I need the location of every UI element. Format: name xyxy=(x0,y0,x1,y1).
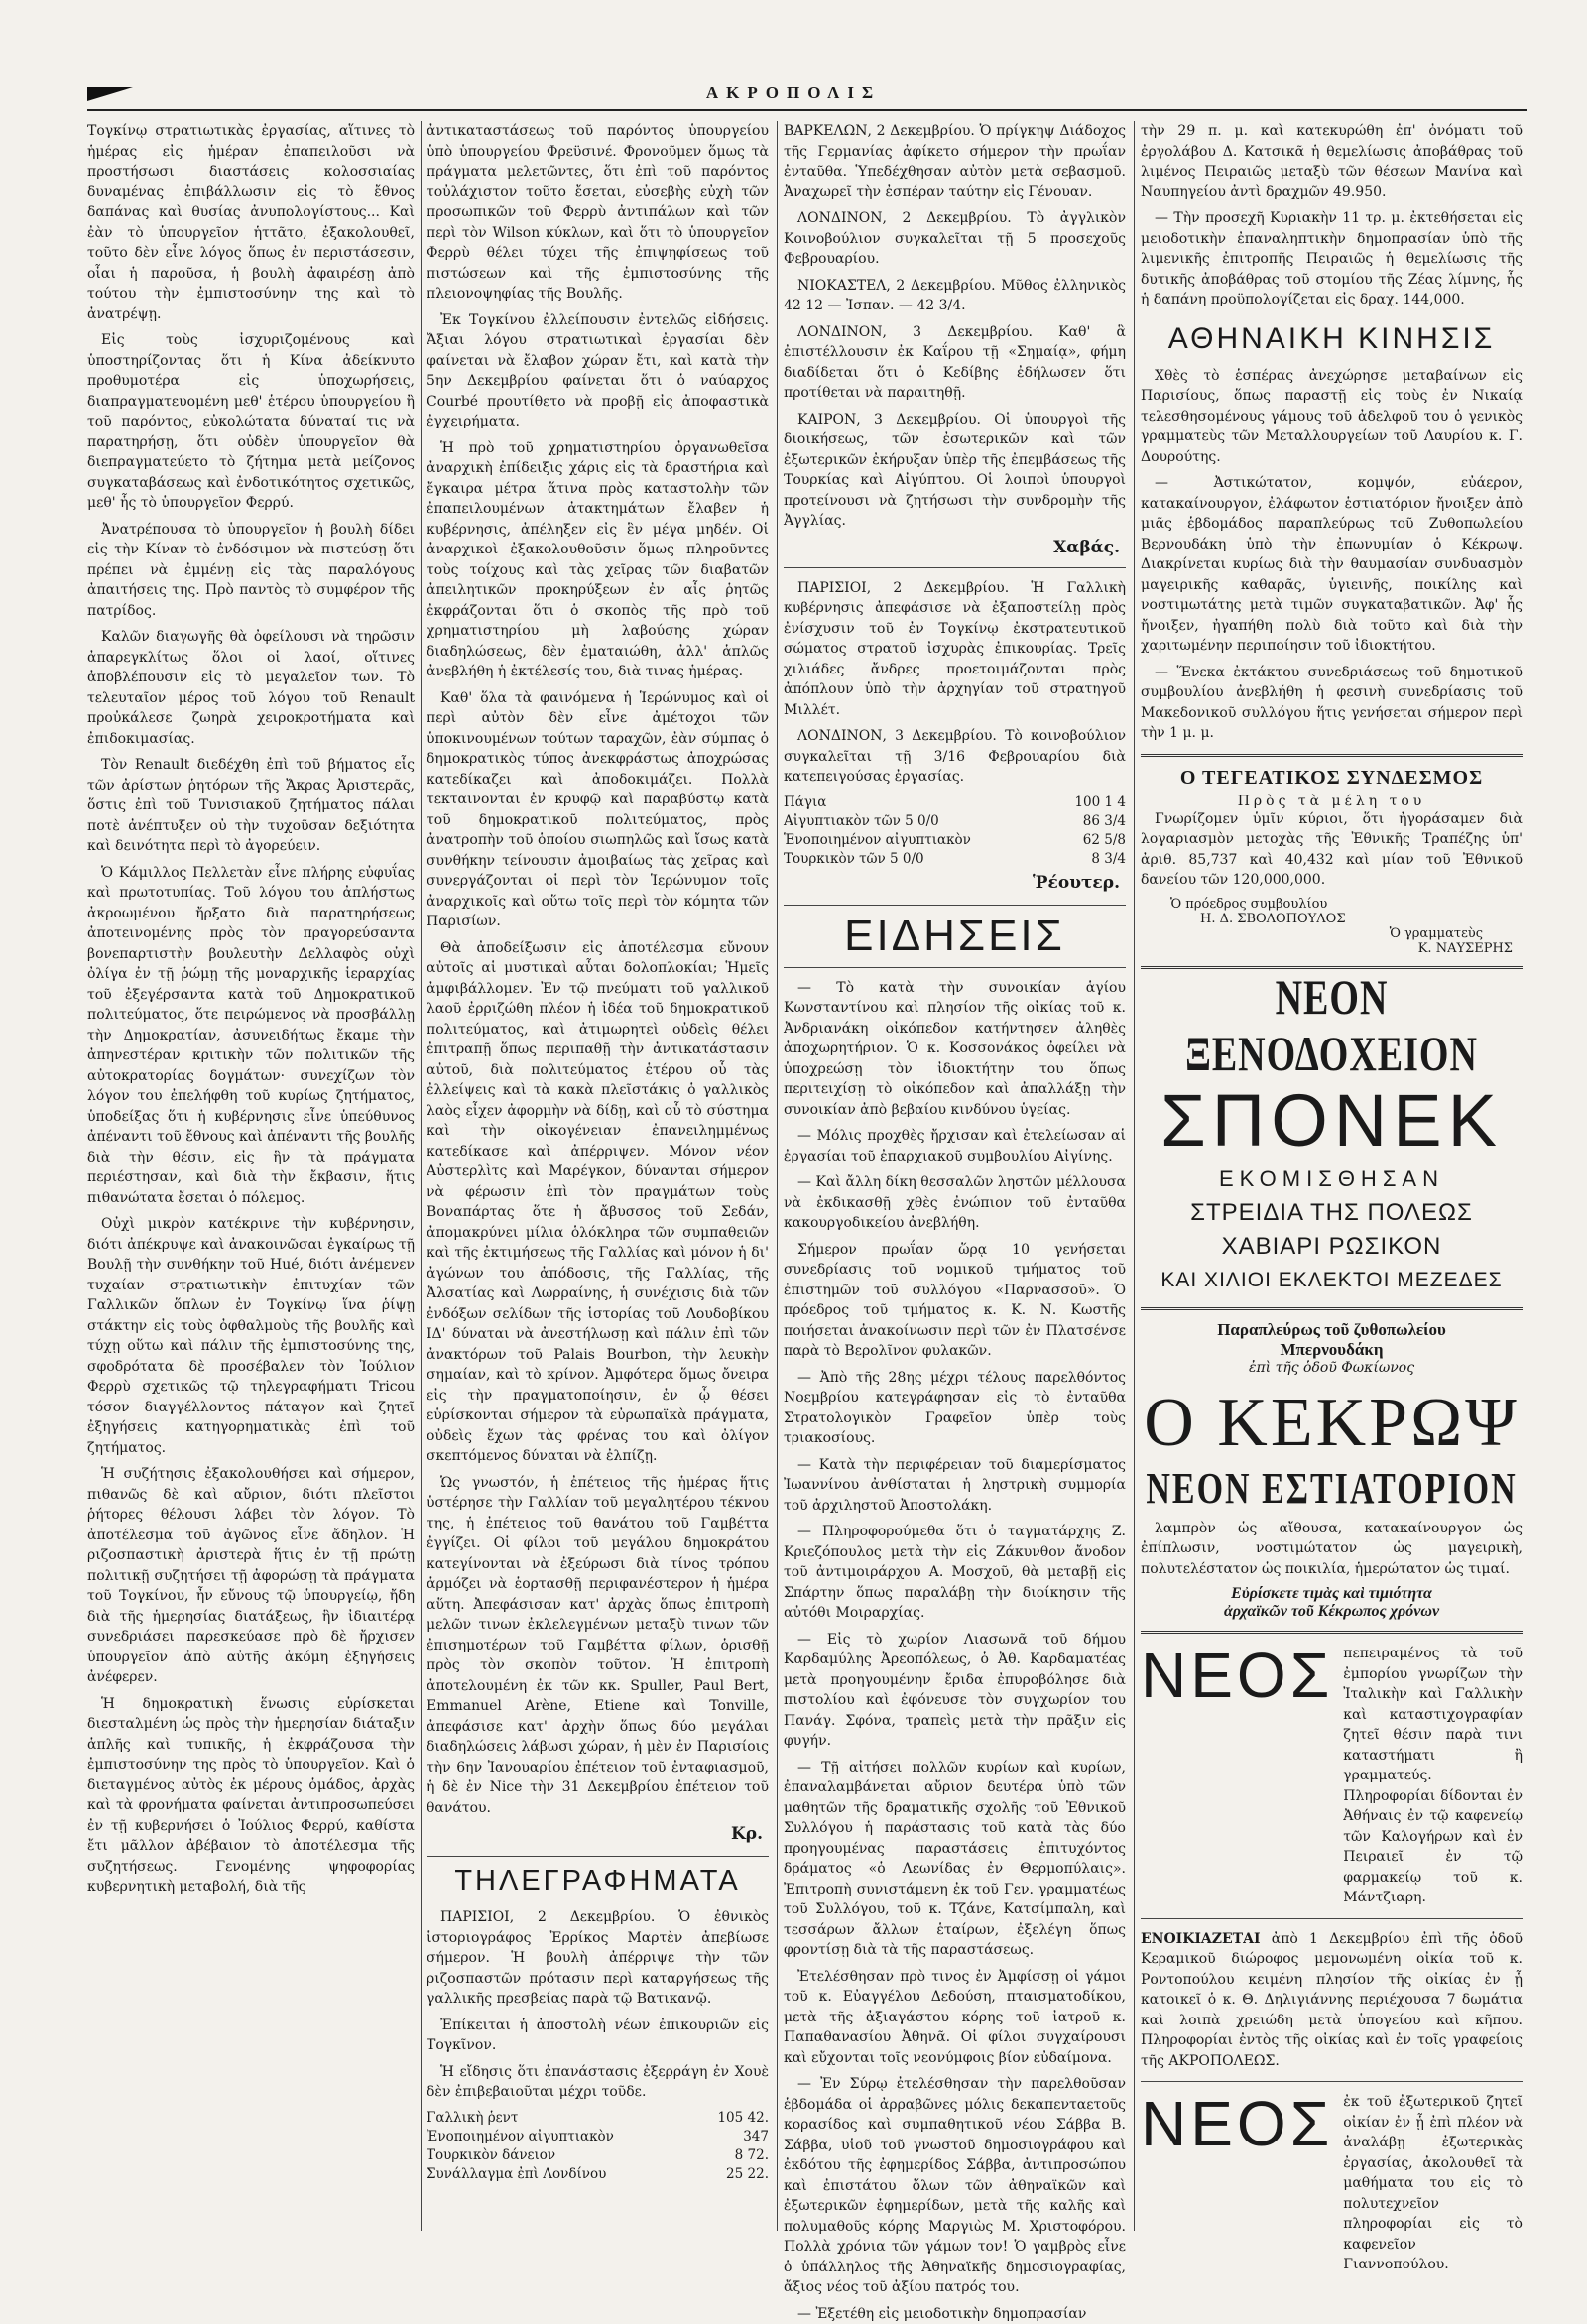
ad-rent-head: ΕΝΟΙΚΙΑΖΕΤΑΙ xyxy=(1141,1931,1261,1947)
column-divider xyxy=(421,121,422,2231)
ad-signer-name: Κ. ΝΑΥΣΕΡΗΣ xyxy=(1141,941,1523,956)
agency-signature-havas: Χαβάς. xyxy=(784,538,1120,557)
quote-label: Αἰγυπτιακὸν τῶν 5 0/0 xyxy=(784,812,939,831)
divider xyxy=(1141,2081,1523,2082)
news-item: — Ἐξετέθη εἰς μειοδοτικὴν δημοπρασίαν xyxy=(784,2304,1126,2324)
article-paragraph: Ἡ πρὸ τοῦ χρηματιστηρίου ὀργανωθεῖσα ἀναρχικὴ ἐπίδειξις χάρις εἰς τὰ δραστήρια καὶ ἔγκαιρα μέτρα ἅτινα πρὸς καταστολὴν τῶν ἐπαπειλουμένων ἀτακτημάτων ἔλαβεν ἡ κυβέρνησις, ἀπέληξεν εἰς ἓν μέγα μηδέν. Οἱ ἀναρχικοὶ ἐξακολουθοῦσιν ὅμως πληροῦντες τοὺς τοίχους καὶ τὰς χεῖρας τῶν διαβατῶν ἀπειλητικῶν προκηρύξεων ἐν αἷς ῥητῶς ἐκφράζονται ὅτι ὁ σκοπὸς τῆς πρὸ τοῦ χρηματιστηρίου μὴ λαβούσης χώραν διαδηλώσεως, δὲν ἐματαιώθη, ἀλλ' ἁπλῶς ἀνεβλήθη ἡ ἐκτέλεσίς του, διὰ τινας ἡμέρας. xyxy=(427,438,769,682)
article-paragraph: Τὸν Renault διεδέχθη ἐπὶ τοῦ βήματος εἷς τῶν ἀρίστων ῥητόρων τῆς Ἄκρας Ἀριστερᾶς, ὅστις ἐπὶ τοῦ Τυνισιακοῦ ζητήματος πάλαι ποτὲ ἀνέπτυξεν οὐ τὴν τυχοῦσαν δεξιότητα καὶ δεινότητα περὶ τὸ ἀγορεύειν. xyxy=(87,755,415,857)
ad-text: λαμπρὸν ὡς αἴθουσα, κατακαίνουργον ὡς ἐπίπλωσιν, νοστιμώτατον ὡς μαγειρικὴ, πολυτελέστατον ὡς ποικιλία, ἡμερώτατον ὡς τιμαί. xyxy=(1141,1519,1523,1580)
news-item: — Εἰς τὸ χωρίον Λιασωνᾶ τοῦ δήμου Καρδαμύλης Ἀρεοπόλεως, ὁ Ἀθ. Καρδαματέας μετὰ προηγουμένην ἔριδα ἐπυροβόλησε διὰ πιστολίου καὶ ἐφόνευσε τὸν συγχωρίον του Πανάγ. Σφόνα, τραπεὶς μετὰ τὴν πρᾶξιν εἰς φυγήν. xyxy=(784,1630,1126,1752)
column-divider xyxy=(777,121,778,2231)
ad-brand: Ο ΚΕΚΡΩΨ xyxy=(1141,1384,1523,1463)
news-item: — Μόλις προχθὲς ἤρχισαν καὶ ἐτελείωσαν αἱ ἐργασίαι τοῦ ἐπαρχιακοῦ συμβουλίου Αἰγίνης. xyxy=(784,1126,1126,1166)
article-paragraph: Ὁ Κάμιλλος Πελλετὰν εἶνε πλήρης εὐφυΐας καὶ πρωτοτυπίας. Τοῦ λόγου του ἀπλήστως ἀκροωμένου ἤρξατο διὰ παρατηρήσεως ἀποτεινομένης πρὸς τὸν πραγορεύσαντα βονεπαρτιστὴν βουλευτὴν Δελλαφὸς οὐχὶ ὀλίγα ἐν τῇ ῥώμῃ τῆς μοναρχικῆς ἱεραρχίας τοῦ ἐξεγέρσαντα κατὰ τοῦ Δημοκρατικοῦ πολιτεύματος, ὅτε πειρώμενος νὰ προσβάλλῃ τὴν Δημοκρατίαν, ἀσυνειδήτως ἔκαμε τὴν ἀπηνεστέραν κριτικὴν τῶν πολιτικῶν τῆς αὐτοκρατορίας δογμάτων· συνεχίζων τὸν λόγον του ἐπελήφθη τοῦ κυρίως ζητήματος, ὑποδείξας ὅτι ἡ κυβέρνησις εἶνε ὑπεύθυνος ἀπέναντι τοῦ ἔθνους καὶ ἀπέναντι τῆς βουλῆς διὰ τὴν θέσιν, εἰς ἣν τὰ πράγματα περιέστησαν, καὶ διὰ τὴν ἔκβασιν, ἥτις πιθανώτατα ἔσεται ὁ πόλεμος. xyxy=(87,863,415,1209)
quote-value: 347 xyxy=(743,2128,769,2146)
ad-headline: ΝΕΟΝ ΕΣΤΙΑΤΟΡΙΟΝ xyxy=(1141,1465,1523,1514)
quote-label: Τουρκικὸν τῶν 5 0/0 xyxy=(784,850,924,869)
article-paragraph: Ἡ δημοκρατικὴ ἕνωσις εὑρίσκεται διεσταλμένη ὡς πρὸς τὴν ἡμερησίαν διάταξιν ἁπλῆς καὶ τυπικῆς, ἡ ἐκφράζουσα τὴν ἐμπιστοσύνην της πρὸς τὸ ὑπουργεῖον. Καὶ ὁ διεταγμένος αὐτὸς ἐκ μέρους ὁμάδος, ἀρχὰς καὶ τὰ φρονήματα φαίνεται ἀντιπροσωπεύσει ἐν τῇ κυβερνήσει ὁ Ἰούλιος Φερρύ, καθίστα ἔτι μᾶλλον ἀβέβαιον τὸ ἀποτέλεσμα τῆς συζητήσεως. Γενομένης ψηφοφορίας κυβερνητικὴ μεταβολή, διὰ τῆς xyxy=(87,1694,415,1897)
divider xyxy=(1141,966,1523,969)
divider xyxy=(1141,1918,1523,1919)
ad-tegeatikos xyxy=(1141,767,1523,956)
ad-line: ΧΑΒΙΑΡΙ ΡΩΣΙΚΟΝ xyxy=(1141,1230,1523,1264)
telegram-paragraph: ΝΙΟΚΑΣΤΕΛ, 2 Δεκεμβρίου. Μῦθος ἐλληνικὸς 42 12 — Ἰσπαν. — 42 3/4. xyxy=(784,276,1126,316)
telegram-paragraph: ΚΑΙΡΟΝ, 3 Δεκεμβρίου. Οἱ ὑπουργοὶ τῆς διοικήσεως, τῶν ἐσωτερικῶν καὶ τῶν ἐξωτερικῶν ἐκήρυξαν ὑπὲρ τῆς ἐπεμβάσεως τῆς Τουρκίας καὶ Αἰγύπτου. Οἱ λοιποὶ ὑπουργοὶ προτείνουσι νὰ ζητήσωσι τὴν συνδρομὴν τῆς Ἀγγλίας. xyxy=(784,410,1126,532)
telegram-paragraph: Ἡ εἴδησις ὅτι ἐπανάστασις ἐξερράγη ἐν Χουὲ δὲν ἐπιβεβαιοῦται μέχρι τοῦδε. xyxy=(427,2062,769,2103)
ad-headline: ΝΕΟΝ ΞΕΝΟΔΟΧΕΙΟΝ xyxy=(1141,969,1523,1082)
news-item: — Ἕνεκα ἐκτάκτου συνεδριάσεως τοῦ δημοτικοῦ συμβουλίου ἀνεβλήθη ἡ φεσινὴ συνεδρίασις τοῦ Μακεδονικοῦ συλλόγου ἥτις γενήσεται σήμερον περὶ τὴν 1 μ. μ. xyxy=(1141,663,1523,744)
ad-rent xyxy=(1141,1929,1523,2072)
news-item: — Ἐν Σύρῳ ἐτελέσθησαν τὴν παρελθοῦσαν ἑβδομάδα οἱ ἀρραβῶνες μόλις δεκαπενταετοῦς κορασίδος καὶ συμπαθητικοῦ νέου Σάββα Β. Σάββα, υἱοῦ τοῦ γνωστοῦ δημοσιογράφου καὶ ἐκδότου τῆς ἐφημερίδος Σάββα, ἀντιπροσώπου καὶ ἐπιστάτου ὅλων τῶν ἀθηναϊκῶν καὶ ἐξωτερικῶν ἐφημερίδων, μετὰ τῆς καλῆς καὶ πολυμαθοῦς κόρης Μαργιὼς Μ. Χριστοφόρου. Πολλὰ χρόνια τῶν γάμων τον! Ὁ γαμβρὸς εἶνε ὁ ὑπάλληλος τῆς Ἀθηναϊκῆς δημοσιογραφίας, ἄξιος νέος τοῦ ἀξίου πατρός του. xyxy=(784,2074,1126,2298)
article-paragraph: Ὡς γνωστόν, ἡ ἐπέτειος τῆς ἡμέρας ἥτις ὑστέρησε τὴν Γαλλίαν τοῦ μεγαλητέρου τέκνου της, ἡ ἐπέτειος τοῦ θανάτου τοῦ Γαμβέττα ἐγγίζει. Οἱ φίλοι τοῦ μεγάλου δημοκράτου κατεγίνονται νὰ ἐξεύρωσι διὰ τίνος τρόπου ἁρμόζει νὰ ἑορτασθῇ περιφανέστερον ἡ ἡμέρα αὕτη. Ἀπεφάσισαν κατ' ἀρχὰς ὅπως ἐπιτροπὴ μελῶν τινων ἐκλελεγμένων μεταξὺ τινων τῶν ἐπισημοτέρων τοῦ Γαμβέττα φίλων, ὁρισθῇ πρὸς τὸν σκοπὸν τοῦτον. Ἡ ἐπιτροπὴ ἀποτελουμένη ἐκ τῶν κκ. Spuller, Paul Bert, Emmanuel Arène, Etiene καὶ Tonville, ἀπεφάσισε κατ' ἀρχὴν ὅπως δύο μεγάλαι διαδηλώσεις λάβωσι χώραν, ἡ μὲν ἐν Παρισίοις τὴν 6ην Ἰανουαρίου ἐπέτειον τοῦ ἐνταφιασμοῦ, ἡ δὲ ἐν Nice τὴν 31 Δεκεμβρίου ἐπέτειον τοῦ θανάτου. xyxy=(427,1473,769,1819)
article-paragraph: Ἡ συζήτησις ἐξακολουθήσει καὶ σήμερον, πιθανῶς δὲ καὶ αὔριον, διότι πλεῖστοι ῥήτορες θέλουσι λάβει τὸν λόγον. Τὸ ἀποτέλεσμα τοῦ ἀγῶνος εἶνε ἄδηλον. Ἡ ριζοσπαστικὴ ἀριστερὰ ἥτις ἐν τῇ πρώτῃ πολιτικῇ συζητήσει τῇ ἀφορώσῃ τὰ πράγματα τοῦ Τογκίνου, ἦν εὔνους τῷ ὑπουργείῳ, ἤδη διὰ τῆς ἡμερησίας διατάξεως, ἣν ἰδιαιτέρᾳ συνεδριάσει παρεσκεύασε πρὸ δὲ ἤρχισεν ὑπουργεῖον ἀπὸ αὐτῆς ἀκόμη ἐξηγήσεις ἀνέφερεν. xyxy=(87,1464,415,1688)
ad-emphasis: ἀρχαϊκῶν τοῦ Κέκρωπος χρόνων xyxy=(1141,1603,1523,1621)
quote-row xyxy=(784,850,1126,869)
ad-neos-2 xyxy=(1141,2092,1523,2275)
ad-signer-role: Ὁ γραμματεὺς xyxy=(1141,926,1523,941)
quote-row xyxy=(427,2146,769,2165)
news-item: — Τῇ αἰτήσει πολλῶν κυρίων καὶ κυρίων, ἐπαναλαμβάνεται αὔριον δευτέρα ὑπὸ τῶν μαθητῶν τῆς δραματικῆς σχολῆς τοῦ Ἐθνικοῦ Συλλόγου ἡ παράστασις τοῦ κατὰ τὰς δύο προηγουμένας παραστάσεις ἐπιτυχόντος δράματος «ὁ Λεωνίδας ἐν Θερμοπύλαις». Ἐπιτροπὴ συνιστάμενη ἐκ τοῦ Γεν. γραμματέως τοῦ Συλλόγου, τοῦ κ. Τζάνε, Κατσίμπαλη, καὶ τεσσάρων ἄλλων ἑταίρων, ἐξελέγη ὅπως φροντίσῃ διὰ τὰ τῆς παραστάσεως. xyxy=(784,1758,1126,1961)
ad-line: Παραπλεύρως τοῦ ζυθοπωλείου xyxy=(1141,1320,1523,1340)
quote-row xyxy=(784,831,1126,850)
article-paragraph: τὴν 29 π. μ. καὶ κατεκυρώθη ἐπ' ὀνόματι τοῦ ἐργολάβου Δ. Κατσικᾶ ἡ θεμελίωσις ἀποβάθρας τοῦ λιμένος Πειραιῶς μεταξὺ τῶν θέσεων Μανίνα καὶ Ναυπηγείου ἀντὶ δραχμῶν 49.950. xyxy=(1141,121,1523,202)
ad-line: ΚΑΙ ΧΙΛΙΟΙ ΕΚΛΕΚΤΟΙ ΜΕΖΕΔΕΣ xyxy=(1141,1264,1523,1297)
ad-kekrops xyxy=(1141,1320,1523,1622)
ad-text: πεπειραμένος τὰ τοῦ ἐμπορίου γνωρίζων τὴν Ἰταλικὴν καὶ Γαλλικὴν καὶ καταστιχογραφίαν ζητεῖ θέσιν παρὰ τινι καταστήματι ἢ γραμματεύς. Πληροφορίαι δίδονται ἐν Ἀθήναις ἐν τῷ καφενείῳ τῶν Καλογήρων καὶ ἐν Πειραιεῖ ἐν τῷ φαρμακείῳ τοῦ κ. Μάντζιαρη. xyxy=(1343,1644,1523,1908)
quote-row xyxy=(427,2128,769,2146)
section-title-news: ΕΙΔΗΣΕΙΣ xyxy=(784,905,1126,968)
column-3 xyxy=(784,121,1126,2231)
masthead: ΑΚΡΟΠΟΛΙΣ xyxy=(0,83,1587,103)
quote-row xyxy=(784,794,1126,812)
ad-brand: ΣΠΟΝΕΚ xyxy=(1141,1078,1523,1162)
quote-value: 25 22. xyxy=(726,2165,769,2184)
ad-dropword: ΝΕΟΣ xyxy=(1141,1644,1333,1707)
quote-label: Πάγια xyxy=(784,794,826,812)
article-paragraph: Εἰς τοὺς ἰσχυριζομένους καὶ ὑποστηρίζοντας ὅτι ἡ Κίνα ἀδείκνυτο προθυμοτέρα εἰς ὑποχωρήσεις, διαπραγματευομένη μεθ' ἑτέρου ὑπουργείου ἢ τοῦ παρόντος, εὐκολώτατα δύναταί τις νὰ παρατηρήσῃ, ὅτι οὐδὲν ὑπουργεῖον θὰ διεπραγματεύετο τὸ ζήτημα μετὰ μείζονος συγκαταβάσεως καὶ ἐνδοτικότητος σχετικῶς, μεθ' ἧς τὸ ὑπουργεῖον Φερρύ. xyxy=(87,330,415,514)
ad-sponek xyxy=(1141,983,1523,1297)
quote-value: 100 1 4 xyxy=(1074,794,1126,812)
author-signature: Κρ. xyxy=(427,1824,763,1844)
ad-text: ἀπὸ 1 Δεκεμβρίου ἐπὶ τῆς ὁδοῦ Κεραμικοῦ διώροφος μεμονωμένη οἰκία τοῦ κ. Ροντοπούλου κειμένη πλησίον τῆς οἰκίας ἐν ᾗ κατοικεῖ ὁ κ. Θ. Δηλιγιάννης περιέχουσα 7 δωμάτια καὶ λοιπὰ χρειώδη μετὰ ὑπογείου καὶ κῆπου. Πληροφορίαι ἐντὸς τῆς οἰκίας καὶ ἐν τοῖς γραφείοις τῆς ΑΚΡΟΠΟΛΕΩΣ. xyxy=(1141,1931,1523,2069)
ad-emphasis: Εὐρίσκετε τιμὰς καὶ τιμιότητα xyxy=(1141,1585,1523,1603)
news-item: — Κατὰ τὴν περιφέρειαν τοῦ διαμερίσματος Ἰωαννίνου ἀνθίσταται ἡ ληστρικὴ συμμορία τοῦ ἀρχιληστοῦ Ἀποστολάκη. xyxy=(784,1455,1126,1517)
article-paragraph: Ἐκ Τογκίνου ἐλλείπουσιν ἐντελῶς εἰδήσεις. Ἄξιαι λόγου στρατιωτικαὶ ἐργασίαι δὲν φαίνεται νὰ ἔλαβον χώραν ἔτι, καὶ κατὰ τὴν 5ην Δεκεμβρίου φαίνεται ὅτι ὁ ναύαρχος Courbé προυτίθετο νὰ προβῇ εἰς ἀποφαστικὰ ἐγχειρήματα. xyxy=(427,310,769,432)
agency-signature-reuter: Ῥέουτερ. xyxy=(784,873,1120,893)
column-divider xyxy=(1134,121,1135,2231)
quote-value: 105 42. xyxy=(717,2109,769,2128)
section-title-telegrams: ΤΗΛΕΓΡΑΦΗΜΑΤΑ xyxy=(427,1856,769,1897)
quote-value: 62 5/8 xyxy=(1083,831,1126,850)
article-paragraph: Οὐχὶ μικρὸν κατέκρινε τὴν κυβέρνησιν, διότι ἀπέκρυψε καὶ ἀνακοινῶσαι ἐγκαίρως τῇ Βουλῇ τὴν συνθήκην τοῦ Hué, διότι ἀνέμενεν τυχαίαν στρατιωτικὴν ἐπιτυχίαν τῶν Γαλλικῶν ὅπλων ἐν Τογκίνῳ ἵνα ῥίψῃ στάκτην εἰς τοὺς ὀφθαλμοὺς τῆς βουλῆς καὶ τύχῃ οὕτω καὶ πάλιν τῆς ἐμπιστοσύνης της, σφοδρότατα δὲ προσέβαλεν τὸν Ἰούλιον Φερρὺ σχετικῶς τῷ τηλεγραφήματι Tricou τόσον διαγγέλλοντος πάταγον καὶ ζητεῖ ἐξηγήσεις κατηγορηματικὰς ἐπὶ τοῦ ζητήματος. xyxy=(87,1214,415,1458)
divider xyxy=(1141,1631,1523,1634)
news-item: Ἐτελέσθησαν πρὸ τινος ἐν Ἀμφίσσῃ οἱ γάμοι τοῦ κ. Εὐαγγέλου Δεδούση, πταισματοδίκου, μετὰ τῆς ἀξιαγάστου κόρης τοῦ ἰατροῦ κ. Παπαθανασίου Ἀθηνᾶ. Οἱ φίλοι συγχαίρουσι καὶ εὔχονται τοῖς νεονύμφοις βίον εὐδαίμονα. xyxy=(784,1967,1126,2069)
ad-title: Ο ΤΕΓΕΑΤΙΚΟΣ ΣΥΝΔΕΣΜΟΣ xyxy=(1141,767,1523,790)
ad-line: ΣΤΡΕΙΔΙΑ ΤΗΣ ΠΟΛΕΩΣ xyxy=(1141,1196,1523,1230)
quote-label: Ἑνοποιημένον αἰγυπτιακὸν xyxy=(427,2128,614,2146)
article-paragraph: Θὰ ἀποδείξωσιν εἰς ἀποτέλεσμα εὔνουν αὐτοῖς αἱ μυστικαὶ αὗται δολοπλοκίαι; Ἡμεῖς ἀμφιβάλλομεν. Ἐν τῷ πνεύματι τοῦ γαλλικοῦ λαοῦ ἐρριζώθη πλέον ἡ ἰδέα τοῦ δημοκρατικοῦ πολιτεύματος, καὶ ἀτιμωρητεὶ οὐδεὶς θέλει ἐπιτραπῇ ὅπως περιπαθῇ τὴν ἀντικατάστασιν αὐτοῦ, διὰ πολιτεύματος ἑτέρου οὗ τὰς ἐλλείψεις καὶ τὰ κακὰ πλεῖστάκις ὁ γαλλικὸς λαὸς εἶχεν ἀφορμὴν νὰ δίδῃ, καὶ οὗ τὸ σύστημα καὶ τὴν οἰκογένειαν ἐπανειλημμένως κατεδίκασε καὶ ἀπέρριψεν. Μόνον νέον Αὐστερλὶτς καὶ Μαρέγκον, δύνανται σήμερον νὰ φέρωσιν ἐπὶ τὸν πραγμάτων τοὺς Βοναπάρτας ὅτε ἡ ἄβυσσος τοῦ Σεδάν, ἀπομακρύνει μίλια ὁλόκληρα τῶν συμπαθειῶν καὶ τῆς ἐκτιμήσεως τῆς Γαλλίας καὶ μόνον ἡ δι' ἀγώνων του ἀπόδοσις, τῆς Γαλλίας, τῆς Ἀλσατίας καὶ Λωρραίνης, ἡ συνέχισις διὰ τῶν ἐνδόξων σελίδων τῆς ἱστορίας τοῦ Λουδοβίκου ΙΔ' δύναται νὰ ἀνεστήλωσῃ καὶ πάλιν ἐπὶ τῶν ἀνακτόρων τοῦ Palais Bourbon, τὴν λευκὴν σημαίαν, καὶ τὸ κρίνον. Ἀμφότερα ὅμως ὄνειρα εἰς τὴν πραγματοποίησιν, ἐν ᾧ θέσει εὑρίσκονται σήμερον τὰ εὐρωπαϊκὰ πράγματα, οὐδεὶς ἔχων τὰς φρένας του καὶ ὀλίγον σκεπτόμενος δύναται νὰ ἐλπίζῃ. xyxy=(427,938,769,1467)
news-item: — Ἀστικώτατον, κομψόν, εὐάερον, κατακαίνουργον, ἐλάφωτον ἑστιατόριον ἤνοιξεν ἀπὸ μιᾶς ἑβδομάδος παραπλεύρως τοῦ Ζυθοπωλείου Βερνουδάκη ὑπὸ τὴν ἐπωνυμίαν ὁ Κέκρωψ. Διακρίνεται κυρίως διὰ τὴν θαυμασίαν συνδυασμὸν μαγειρικῆς καθαρᾶς, ὑγιεινῆς, ποικίλης καὶ νοστιμωτάτης μετὰ τιμῶν συγκαταβατικῶν. Ἀφ' ἧς ἤνοιξεν, ἠγαπήθη πολὺ διὰ τοῦτο καὶ διὰ τὴν χαριτωμένην περιποίησιν τοῦ ἰδιοκτήτου. xyxy=(1141,473,1523,657)
news-item: — Πληροφορούμεθα ὅτι ὁ ταγματάρχης Ζ. Κριεζόπουλος μετὰ τὴν εἰς Ζάκυνθον ἄνοδον τοῦ ἀντιμοιράρχου Α. Μοσχοῦ, θὰ μεταβῇ εἰς Σπάρτην ὅπως παραλάβῃ τὴν διοίκησιν τῆς αὐτόθι Μοιραρχίας. xyxy=(784,1522,1126,1624)
ad-line: Μπερνουδάκη xyxy=(1141,1340,1523,1360)
telegram-paragraph: ΒΑΡΚΕΛΩΝ, 2 Δεκεμβρίου. Ὁ πρίγκηψ Διάδοχος τῆς Γερμανίας ἀφίκετο σήμερον τὴν πρωΐαν ἐνταῦθα. Ὑπεδέχθησαν αὐτὸν μετὰ σεβασμοῦ. Ἀναχωρεῖ τὴν ἐσπέραν ταύτην εἰς Γένουαν. xyxy=(784,121,1126,202)
telegram-paragraph: ΠΑΡΙΣΙΟΙ, 2 Δεκεμβρίου. Ἡ Γαλλικὴ κυβέρνησις ἀπεφάσισε νὰ ἐξαποστείλῃ πρὸς ἐνίσχυσιν τοῦ ἐν Τογκίνῳ ἐκστρατευτικοῦ σώματος στρατοῦ ἰσχυρὰς ἐπικουρίας. Τρεῖς χιλιάδες ἄνδρες προετοιμάζονται πρὸς ἀπόπλουν ὑπὸ τὴν ἀρχηγίαν τοῦ στρατηγοῦ Μιλλέτ. xyxy=(784,578,1126,721)
ad-line: ΕΚΟΜΙΣΘΗΣΑΝ xyxy=(1141,1162,1523,1196)
quote-label: Γαλλικὴ ῥεντ xyxy=(427,2109,518,2128)
news-item: — Καὶ ἄλλη δίκη θεσσαλῶν ληστῶν μέλλουσα νὰ ἐκδικασθῇ χθὲς ἐνώπιον τοῦ ἐνταῦθα κακουργοδικείου ἀνεβλήθη. xyxy=(784,1172,1126,1234)
article-paragraph: Ἀνατρέπουσα τὸ ὑπουργεῖον ἡ βουλὴ δίδει εἰς τὴν Κίναν τὸ ἐνδόσιμον νὰ πιστεύσῃ ὅτι πρέπει νὰ ἐμμένῃ εἰς τὰς παραλόγους ἀπαιτήσεις της. Πρὸ παντὸς τὸ συμφέρον τῆς πατρίδος. xyxy=(87,520,415,622)
quote-label: Ἑνοποιημένον αἰγυπτιακὸν xyxy=(784,831,971,850)
divider xyxy=(1141,1307,1523,1310)
quote-label: Τουρκικὸν δάνειον xyxy=(427,2146,555,2165)
ad-neos-1 xyxy=(1141,1644,1523,1908)
telegram-paragraph: ΛΟΝΔΙΝΟΝ, 3 Δεκεμβρίου. Καθ' ἃ ἐπιστέλλουσιν ἐκ Καΐρου τῇ «Σημαίᾳ», φήμη διαδίδεται ὅτι ὁ Κεδίβης ἐδήλωσεν ὅτι προτίθεται νὰ παραιτηθῇ. xyxy=(784,322,1126,404)
quote-label: Συνάλλαγμα ἐπὶ Λονδίνου xyxy=(427,2165,606,2184)
column-1 xyxy=(87,121,415,2231)
divider xyxy=(1141,754,1523,757)
quote-value: 8 72. xyxy=(735,2146,769,2165)
quote-table xyxy=(784,794,1126,869)
news-item: Χθὲς τὸ ἑσπέρας ἀνεχώρησε μεταβαίνων εἰς Παρισίους, ὅπως παραστῇ εἰς τοὺς ἐν Νικαίᾳ τελεσθησομένους γάμους τοῦ ἀδελφοῦ του ὁ γενικὸς γραμματεὺς τῶν Μεταλλουργείων τοῦ Λαυρίου κ. Γ. Δουρούτης. xyxy=(1141,366,1523,468)
article-paragraph: Καθ' ὅλα τὰ φαινόμενα ἡ Ἱερώνυμος καὶ οἱ περὶ αὐτὸν δὲν εἶνε ἀμέτοχοι τῶν ὑποκινουμένων τούτων ταραχῶν, ἐὰν σύμπας ὁ δημοκρατικὸς τύπος ἀνεκφράστως ἀποχρώσας κατεδίκαζει καὶ ἀποδοκιμάζει. Πολλὰ τεκταινονται ἐν κρυφῷ καὶ παραβύστῳ κατὰ τοῦ δημοκρατικοῦ πολιτεύματος, πρὸς ἀνατροπὴν τοῦ ὁποίου σιωπηλῶς καὶ ἴσως κατὰ συνθήκην τείνουσιν ἀμοιβαίως τὰς χεῖρας καὶ συνεργάζονται οἱ περὶ τὸν Ἱερώνυμον τοῖς ἀναρχικοῖς καὶ οὕτω τοῖς περὶ τὸν κόμητα τῶν Παρισίων. xyxy=(427,688,769,932)
article-paragraph: Καλῶν διαγωγῆς θὰ ὀφείλουσι νὰ τηρῶσιν ἀπαρεγκλίτως ὅλοι οἱ λαοί, οἵτινες ἀποβλέπουσιν εἰς τὸ μεγαλεῖον των. Τὸ τελευταῖον μέρος τοῦ λόγου τοῦ Renault προὐκάλεσε ζωηρὰ χειροκροτήματα καὶ ἐπιδοκιμασίας. xyxy=(87,627,415,749)
quote-row xyxy=(427,2109,769,2128)
telegram-paragraph: ΛΟΝΔΙΝΟΝ, 2 Δεκεμβρίου. Τὸ ἀγγλικὸν Κοινοβούλιον συγκαλεῖται τῇ 5 προσεχοῦς Φεβρουαρίου. xyxy=(784,208,1126,270)
article-paragraph: — Τὴν προσεχῆ Κυριακὴν 11 τρ. μ. ἐκτεθήσεται εἰς μειοδοτικὴν ἐπαναληπτικὴν δημοπρασίαν ὑπὸ τῆς λιμενικῆς ἐπιτροπῆς Πειραιῶς ἡ θεμελίωσις τῆς δυτικῆς ἀποβάθρας τοῦ στομίου τῆς Ζέας λίμνης, ἧς ἡ δαπάνη προϋπολογίζεται εἰς δραχ. 144,000. xyxy=(1141,208,1523,310)
telegram-paragraph: Ἐπίκειται ἡ ἀποστολὴ νέων ἐπικουριῶν εἰς Τογκῖνον. xyxy=(427,2016,769,2056)
ad-text: Γνωρίζομεν ὑμῖν κύριοι, ὅτι ἠγοράσαμεν διὰ λογαριασμὸν μετοχὰς τῆς Ἐθνικῆς Τραπέζης ὑπ' ἀριθ. 85,737 καὶ 40,432 καὶ μίαν τοῦ Ἐθνικοῦ δανείου τῶν 120,000,000. xyxy=(1141,809,1523,891)
quote-row xyxy=(784,812,1126,831)
ad-text: ἐκ τοῦ ἐξωτερικοῦ ζητεῖ οἰκίαν ἐν ᾗ ἐπὶ πλέον νὰ ἀναλάβῃ ἐξωτερικὰς ἐργασίας, ἀκολουθεῖ τὰ μαθήματα του εἰς τὸ πολυτεχνεῖον πληροφορίαι εἰς τὸ καφενεῖον Γιαννοπούλου. xyxy=(1343,2092,1523,2275)
news-item: Σήμερον πρωΐαν ὥρᾳ 10 γενήσεται συνεδρίασις τοῦ νομικοῦ τμήματος τοῦ ἐπιστημῶν τοῦ συλλόγου «Παρνασσοῦ». Ὁ πρόεδρος τοῦ τμήματος κ. Κ. Ν. Κωστῆς ποιήσεται ἀνακοίνωσιν περὶ τῶν ἐν Πλατσένσε παρὰ τὸ Βερολῖνον φυλακῶν. xyxy=(784,1240,1126,1362)
article-paragraph: Τογκίνῳ στρατιωτικὰς ἐργασίας, αἵτινες τὸ ἡμέρας εἰς ἡμέραν ἐπαπειλοῦσι νὰ προστήσωσι διαστάσεις κολοσσιαίας δυναμένας ἐπιβάλλωσιν εἰς τὸ ἔθνος δαπάνας καὶ θυσίας ἀνυπολογίστους... Καὶ ἐὰν τὸ ὑπουργεῖον ἡττᾶτο, ἐξακολουθεῖ, τοῦτο δὲν εἶνε λόγος ὅπως ἐν περιστάσεσιν, οἷαι ἡ παροῦσα, ἡ βουλὴ ἀφαιρέσῃ ἀπὸ τούτου τὴν ἐμπιστοσύνην της καὶ τὸ ἀνατρέψῃ. xyxy=(87,121,415,324)
quote-value: 8 3/4 xyxy=(1091,850,1126,869)
ad-dropword: ΝΕΟΣ xyxy=(1141,2092,1333,2155)
divider xyxy=(784,567,1126,568)
news-item: — Ἀπὸ τῆς 28ης μέχρι τέλους παρελθόντος Νοεμβρίου κατεγράφησαν εἰς τὸ ἐνταῦθα Στρατολογικὸν Γραφεῖον ὑπὲρ τοὺς τριακοσίους. xyxy=(784,1368,1126,1449)
quote-table xyxy=(427,2109,769,2184)
news-item: — Τὸ κατὰ τὴν συνοικίαν ἁγίου Κωνσταντίνου καὶ πλησίον τῆς οἰκίας τοῦ κ. Ἀνδριανάκη οἰκόπεδον κατήντησεν ἀληθὲς ἀποχωρητήριον. Ὁ κ. Κοσσονάκος ὀφείλει νὰ ὑποχρεώσῃ τὸν ἰδιοκτήτην του ὅπως περιτειχίσῃ τὸ οἰκόπεδον καὶ ἀπαλλάξῃ τὴν συνοικίαν ἀπὸ βεβαίου κινδύνου ὑγείας. xyxy=(784,978,1126,1121)
ad-signer-role: Ὁ πρόεδρος συμβουλίου xyxy=(1141,897,1523,912)
section-title-athens-movement: ΑΘΗΝΑΙΚΗ ΚΙΝΗΣΙΣ xyxy=(1141,322,1523,356)
telegram-paragraph: ΠΑΡΙΣΙΟΙ, 2 Δεκεμβρίου. Ὁ ἐθνικὸς ἱστοριογράφος Ἐρρίκος Μαρτὲν ἀπεβίωσε σήμερον. Ἡ βουλὴ ἀπέρριψε τὴν τῶν ριζοσπαστῶν πρότασιν περὶ καταργήσεως τῆς γαλλικῆς πρεσβείας παρὰ τῷ Βατικανῷ. xyxy=(427,1907,769,2010)
quote-row xyxy=(427,2165,769,2184)
ad-line: ἐπὶ τῆς ὁδοῦ Φωκίωνος xyxy=(1141,1360,1523,1376)
article-paragraph: ἀντικαταστάσεως τοῦ παρόντος ὑπουργείου ὑπὸ ὑπουργείου Φρεϋσινέ. Φρονοῦμεν ὅμως τὰ πράγματα μελετῶντες, ὅτι ἐπὶ τοῦ παρόντος τοὐλάχιστον τοῦτο ἔσεται, εὐσεβὴς εὐχὴ τῶν προσωπικῶν τοῦ Φερρὺ ἀντιπάλων καὶ τῶν περὶ τὸν Wilson κύκλων, καὶ ὅτι τὸ ὑπουργεῖον Φερρὺ θέλει τύχει τῆς ἐπιψηφίσεως τοῦ πιστώσεων καὶ τῆς ἐμπιστοσύνης τῆς πλειονοψηφίας τῆς Βουλῆς. xyxy=(427,121,769,305)
column-2 xyxy=(427,121,769,2231)
ad-subtitle: Πρὸς τὰ μέλη του xyxy=(1141,794,1523,809)
ad-signer-name: Η. Δ. ΣΒΟΛΟΠΟΥΛΟΣ xyxy=(1141,912,1523,926)
telegram-paragraph: ΛΟΝΔΙΝΟΝ, 3 Δεκεμβρίου. Τὸ κοινοβούλιον συγκαλεῖται τῇ 3/16 Φεβρουαρίου διὰ κατεπειγούσας ἐργασίας. xyxy=(784,726,1126,788)
column-4 xyxy=(1141,121,1523,2231)
quote-value: 86 3/4 xyxy=(1083,812,1126,831)
top-rule xyxy=(87,109,1527,111)
